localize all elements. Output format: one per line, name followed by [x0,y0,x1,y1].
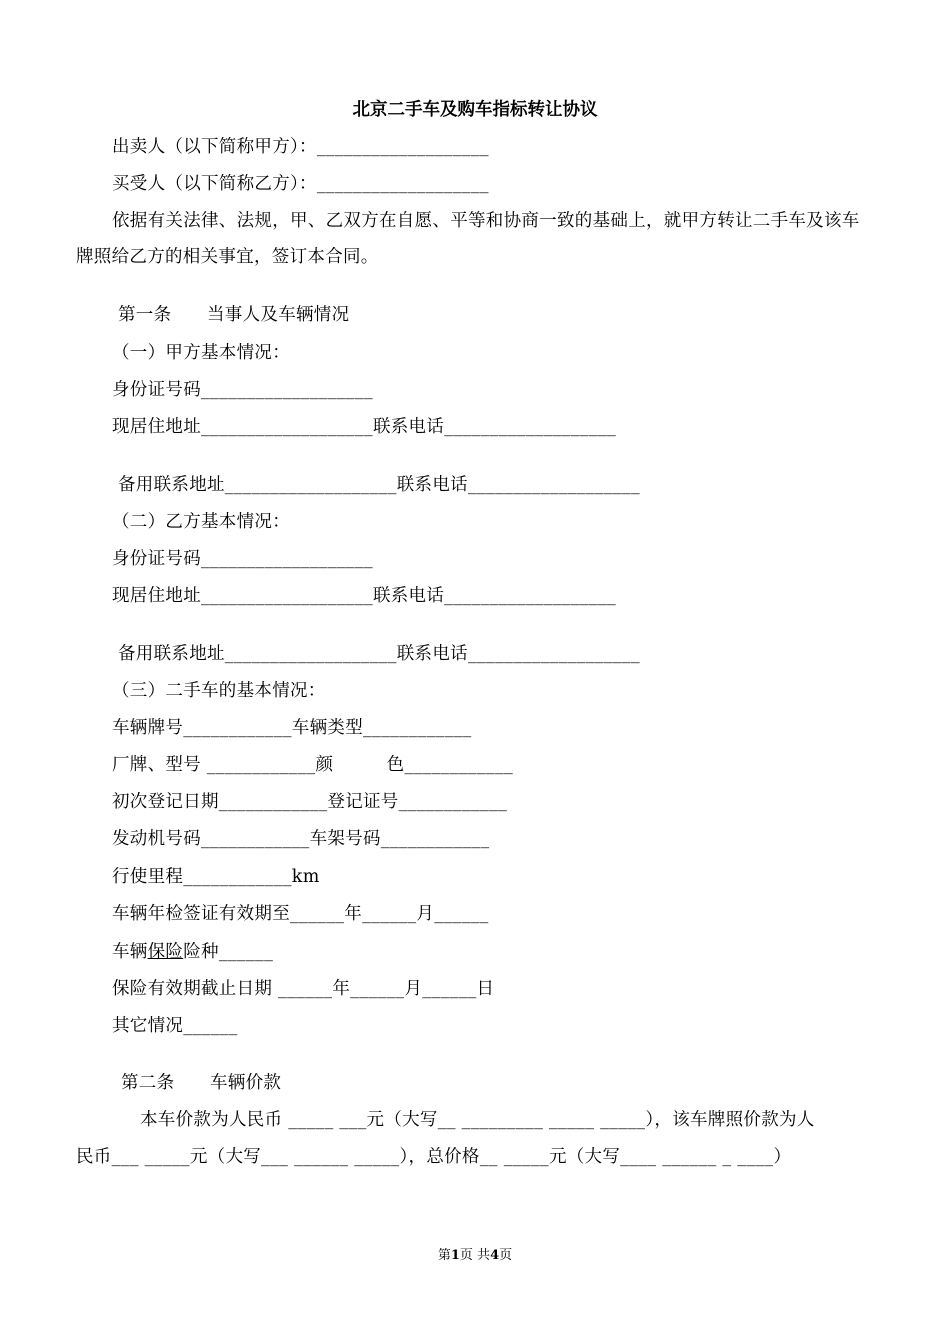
mileage-field: 行使里程____________km [112,867,320,887]
party-b-alt-address-field: 备用联系地址___________________联系电话___________________ [118,644,640,664]
footer-total-pages: 4 [490,1248,500,1263]
preamble-line-1: 依据有关法律、法规，甲、乙双方在自愿、平等和协商一致的基础上，就甲方转让二手车及该车 [112,211,860,231]
article-2-heading: 第二条 车辆价款 [121,1073,282,1093]
brand-color-field: 厂牌、型号 ____________颜 色____________ [112,755,514,775]
party-a-address-field: 现居住地址___________________联系电话___________________ [112,417,617,437]
insurance-type-field [112,941,273,963]
party-a-id-field: 身份证号码___________________ [112,380,373,400]
insurance-prefix: 车辆 [112,942,148,962]
insurance-expiry-field: 保险有效期截止日期 ______年______月______日 [112,979,495,999]
footer-suffix: 页 [499,1248,513,1263]
preamble-line-2: 牌照给乙方的相关事宜，签订本合同。 [76,247,379,267]
party-a-alt-address-field: 备用联系地址___________________联系电话___________________ [118,475,640,495]
plate-type-field: 车辆牌号____________车辆类型____________ [112,718,472,738]
party-b-id-field: 身份证号码___________________ [112,549,373,569]
party-b-address-field: 现居住地址___________________联系电话___________________ [112,586,617,606]
insurance-link[interactable]: 保险 [147,942,184,962]
page-footer [0,1247,950,1265]
registration-field: 初次登记日期____________登记证号____________ [112,792,508,812]
engine-frame-field: 发动机号码____________车架号码____________ [112,829,490,849]
insurance-suffix: 险种______ [183,942,274,962]
inspection-field: 车辆年检签证有效期至______年______月______ [112,904,489,924]
other-info-field: 其它情况______ [112,1016,238,1036]
buyer-line: 买受人（以下简称乙方）：___________________ [112,174,489,194]
article-1-heading: 第一条 当事人及车辆情况 [118,305,350,325]
party-b-heading: （二）乙方基本情况： [112,512,290,532]
price-line-1: 本车价款为人民币 _____ ___元（大写__ _________ _____ _____），该车牌照价款为人 [140,1110,815,1130]
price-line-2: 民币___ _____元（大写___ ______ _____），总价格__ _____元（大写____ ______ _ ____） [76,1147,792,1167]
party-a-heading: （一）甲方基本情况： [112,343,290,363]
seller-line: 出卖人（以下简称甲方）：___________________ [112,137,489,157]
footer-mid: 页 共 [459,1248,491,1263]
footer-prefix: 第 [437,1248,451,1263]
vehicle-heading: （三）二手车的基本情况： [112,681,326,701]
document-title: 北京二手车及购车指标转让协议 [352,100,598,120]
footer-page-number: 1 [450,1248,460,1263]
